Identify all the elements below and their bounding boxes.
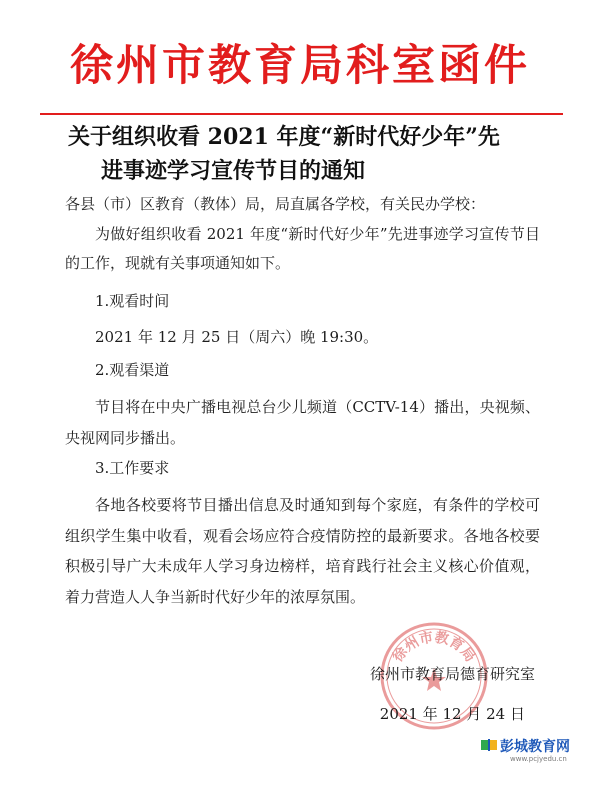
watermark-url: www.pcjyedu.cn — [510, 755, 567, 763]
book-icon — [480, 738, 498, 752]
watermark-site-name: 彭城教育网 — [500, 739, 570, 755]
section-heading-requirements: 3.工作要求 — [95, 459, 170, 477]
signature-date: 2021 年 12 月 24 日 — [379, 705, 525, 723]
section-heading-time: 1.观看时间 — [95, 292, 170, 310]
section-heading-channel: 2.观看渠道 — [95, 361, 170, 379]
document-title-line-2: 进事迹学习宣传节目的通知 — [101, 158, 366, 184]
signature-organization: 徐州市教育局德育研究室 — [369, 665, 535, 683]
salutation: 各县（市）区教育（教体）局，局直属各学校，有关民办学校： — [65, 195, 486, 213]
intro-paragraph: 为做好组织收看 2021 年度“新时代好少年”先进事迹学习宣传节目的工作，现就有关事项通知如下。 — [65, 225, 540, 272]
section-body-channel: 节目将在中央广播电视总台少儿频道（CCTV-14）播出，央视频、央视网同步播出。 — [65, 398, 540, 447]
document-title — [68, 120, 538, 188]
watermark — [480, 736, 590, 776]
section-body-time: 2021 年 12 月 25 日（周六）晚 19:30。 — [95, 328, 379, 346]
letterhead-divider — [40, 113, 563, 115]
document-title-line-1: 关于组织收看 2021 年度“新时代好少年”先 — [68, 124, 500, 150]
section-body-requirements: 各地各校要将节目播出信息及时通知到每个家庭，有条件的学校可组织学生集中收看，观看会场应符合疫情防控的最新要求。各地各校要积极引导广大未成年人学习身边榜样，培育践行社会主义核心价值观，着力营造人人争当新时代好少年的浓厚氛围。 — [65, 496, 540, 606]
letterhead-title: 徐州市教育局科室函件 — [70, 41, 530, 91]
seal-text: 徐州市教育局 — [389, 629, 479, 666]
